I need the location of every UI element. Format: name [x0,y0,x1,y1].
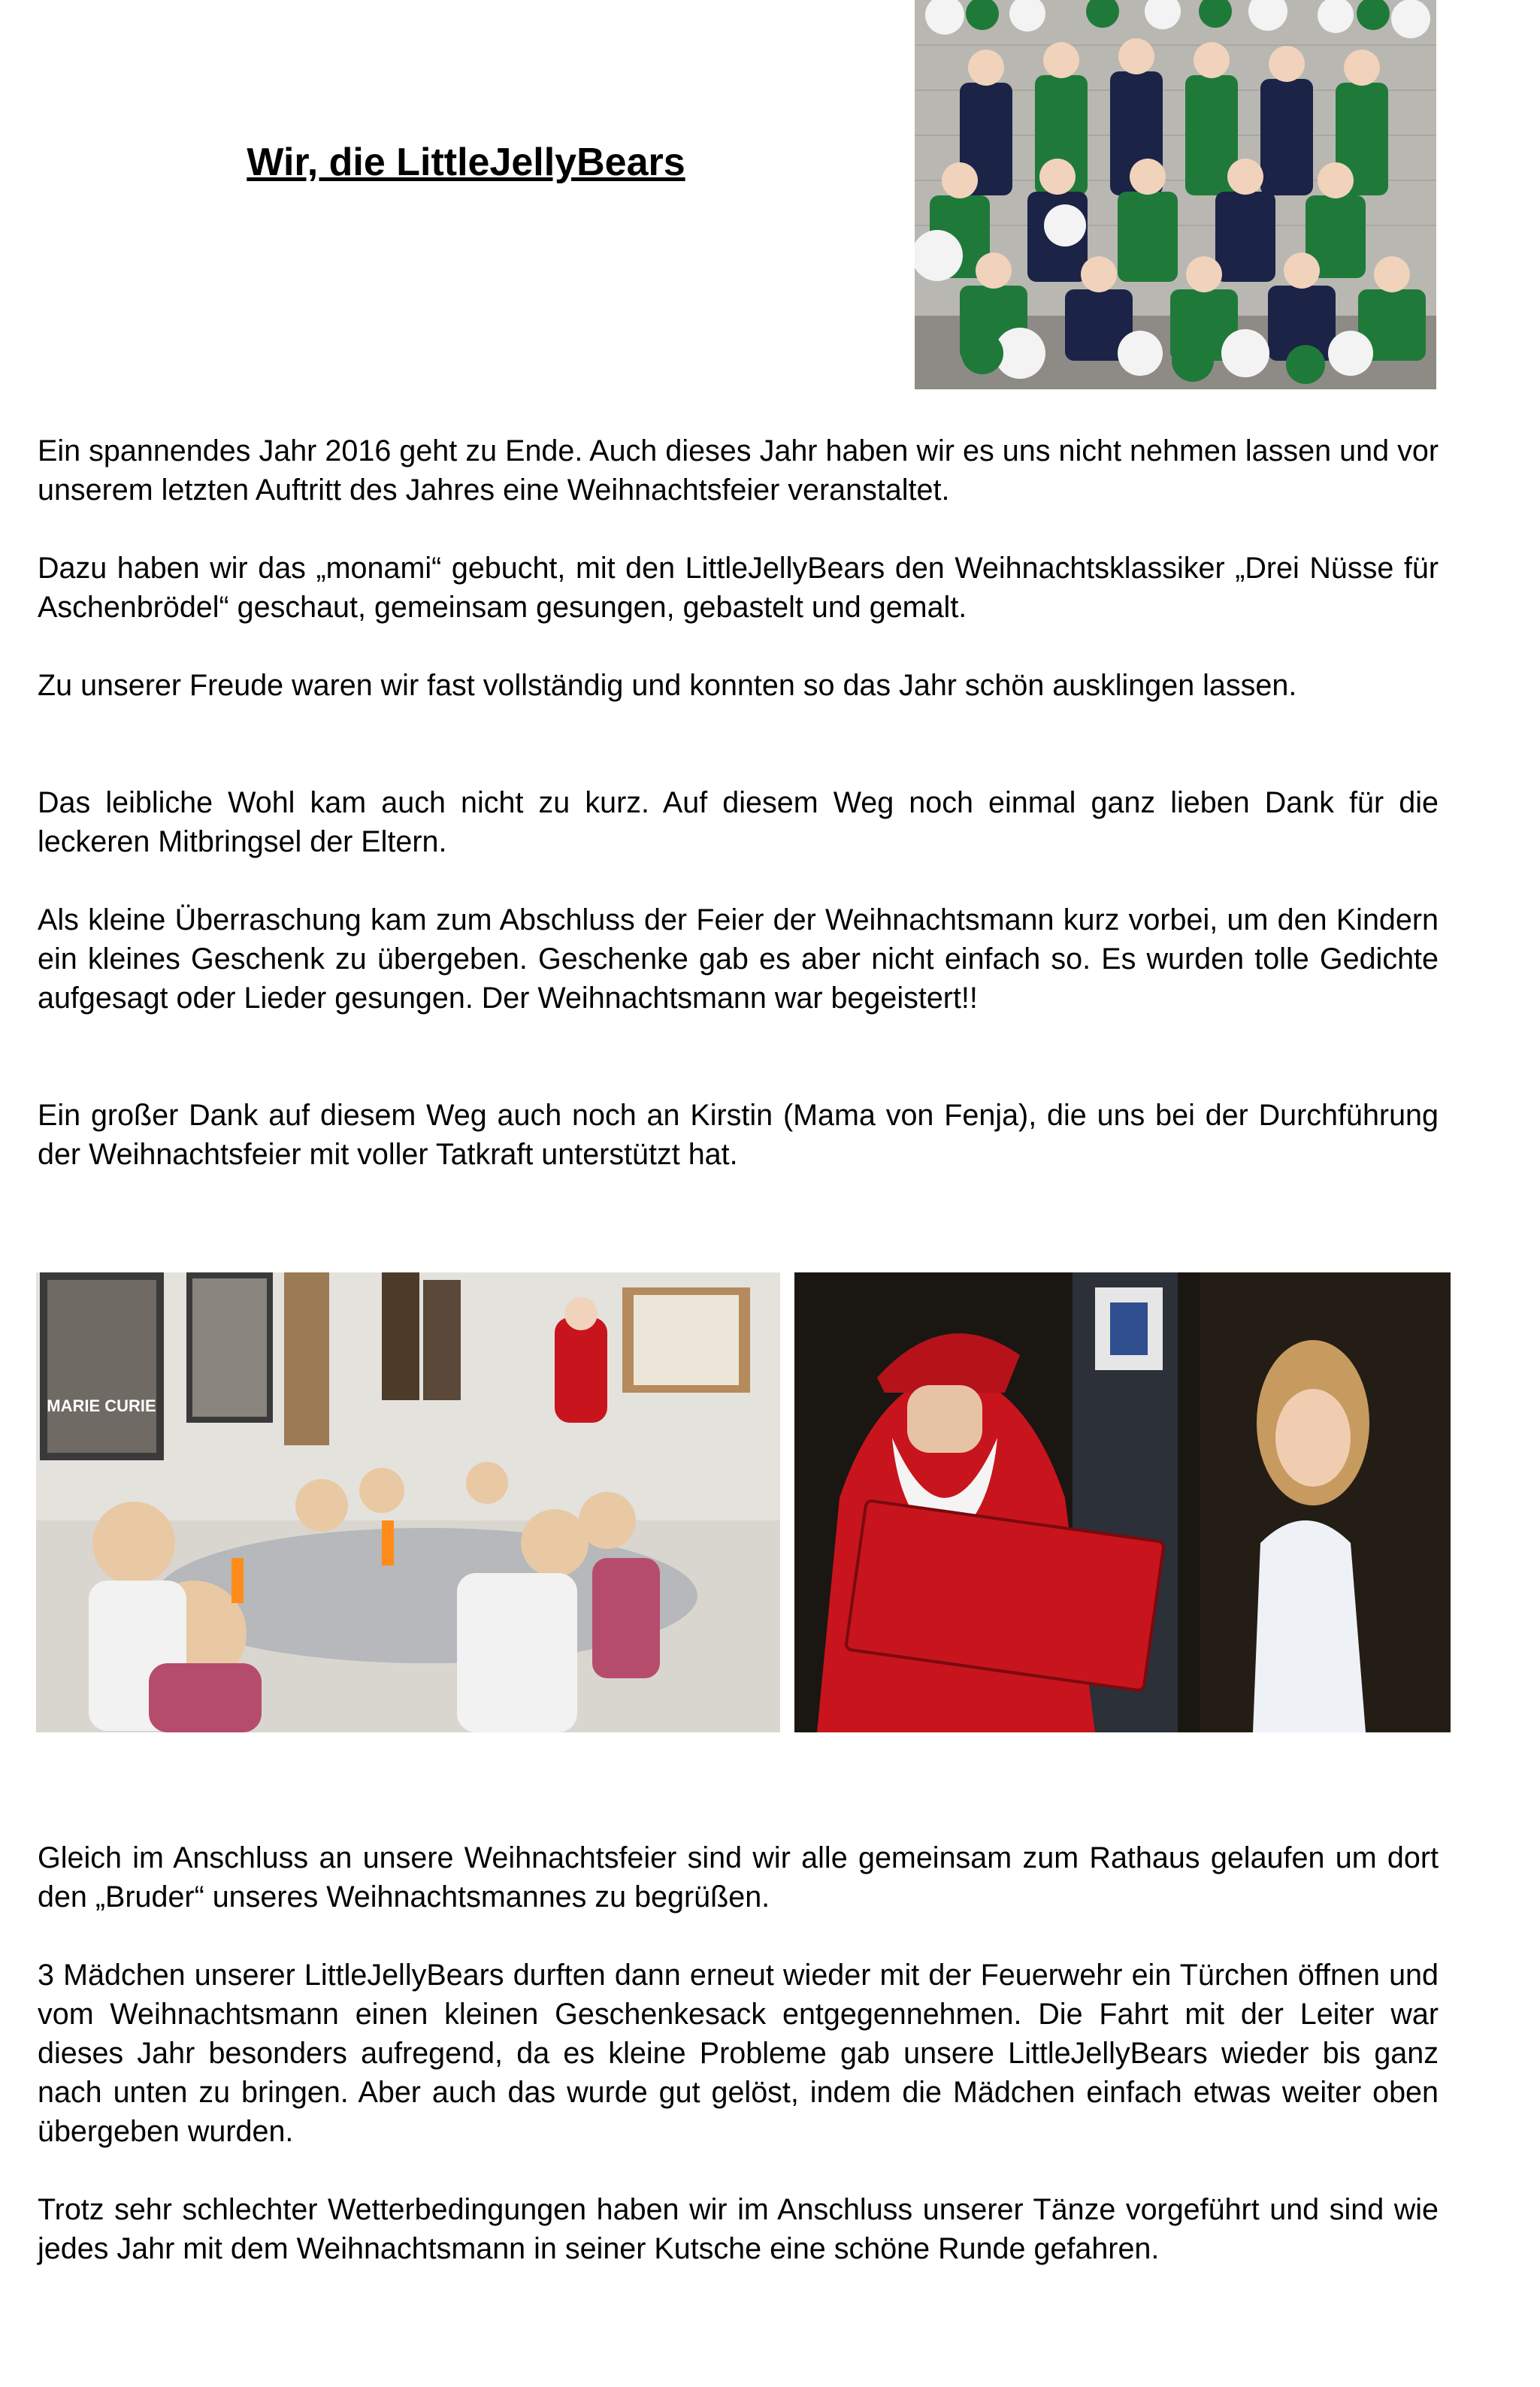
paragraph-firefighters: 3 Mädchen unserer LittleJellyBears durften dann erneut wieder mit der Feuerwehr ein Türchen öffnen und vom Weihnachtsmann einen kleinen Geschenkesack entgegennehmen. Die Fahrt mit der Leiter war dieses Jahr besonders aufregend, da es kleine Probleme gab unsere LittleJellyBears wieder bis ganz nach unten zu bringen. Aber auch das wurde gut gelöst, indem die Mädchen einfach etwas weiter oben übergeben wurden. [38,1959,1439,2148]
paragraph-thanks: Ein großer Dank auf diesem Weg auch noch an Kirstin (Mama von Fenja), die uns bei der Durchführung der Weihnachtsfeier mit voller Tatkraft unterstützt hat. [38,1099,1439,1171]
paragraph-joy: Zu unserer Freude waren wir fast vollständig und konnten so das Jahr schön ausklingen lassen. [38,669,1297,702]
paragraph-weather: Trotz sehr schlechter Wetterbedingungen haben wir im Anschluss unserer Tänze vorgeführt und sind wie jedes Jahr mit dem Weihnachtsmann in seiner Kutsche eine schöne Runde gefahren. [38,2193,1439,2265]
paragraph-townhall: Gleich im Anschluss an unsere Weihnachtsfeier sind wir alle gemeinsam zum Rathaus gelaufen um dort den „Bruder“ unseres Weihnachtsmannes zu begrüßen. [38,1841,1439,1914]
team-photo [915,0,1436,389]
paragraph-santa-visit: Als kleine Überraschung kam zum Abschluss der Feier der Weihnachtsmann kurz vorbei, um den Kindern ein kleines Geschenk zu übergeben. Geschenke gab es aber nicht einfach so. Es wurden tolle Gedichte aufgesagt oder Lieder gesungen. Der Weihnachtsmann war begeistert!! [38,903,1439,1015]
santa-photo [794,1272,1451,1732]
page-title: Wir, die LittleJellyBears [247,141,685,184]
paragraph-intro: Ein spannendes Jahr 2016 geht zu Ende. Auch dieses Jahr haben wir es uns nicht nehmen lassen und vor unserem letzten Auftritt des Jahres eine Weihnachtsfeier veranstaltet. [38,434,1439,507]
paragraph-monami: Dazu haben wir das „monami“ gebucht, mit den LittleJellyBears den Weihnachtsklassiker „Drei Nüsse für Aschenbrödel“ geschaut, gemeinsam gesungen, gebastelt und gemalt. [38,552,1439,624]
paragraph-food: Das leibliche Wohl kam auch nicht zu kurz. Auf diesem Weg noch einmal ganz lieben Dank für die leckeren Mitbringsel der Eltern. [38,786,1439,858]
poster-title: MARIE CURIE [47,1396,156,1415]
party-photo [36,1272,780,1732]
